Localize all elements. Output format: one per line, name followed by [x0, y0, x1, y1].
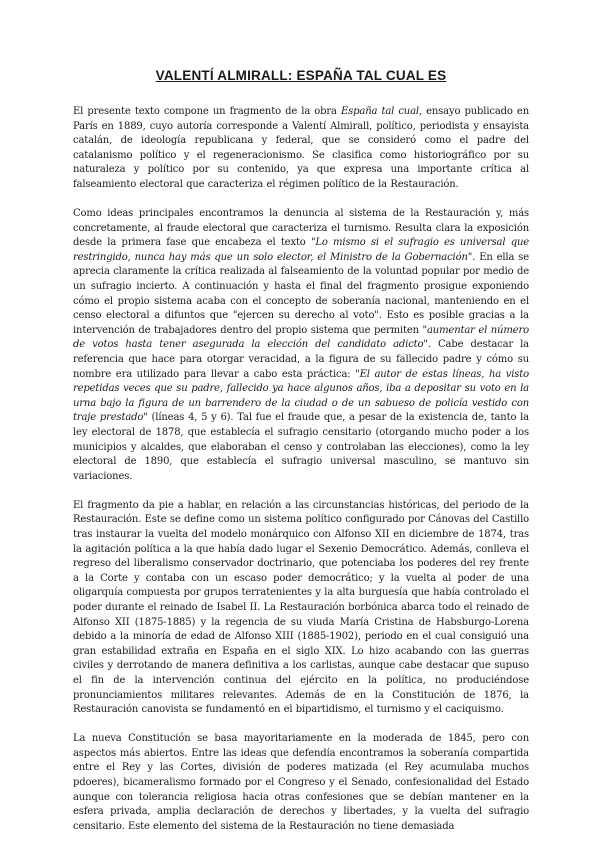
text-run: El presente texto compone un fragmento de la obra — [73, 106, 341, 117]
text-run: (líneas 4, 5 y 6). Tal fue el fraude que, a pesar de la existencia de, tanto la ley electoral de 1878, que establecía el sufragio censitario (otorgando mucho poder a los municipios y alcaldes, que elaboraban el censo y controlaban las elecciones), como la ley electoral de 1890, que establecía el sufragio universal masculino, se mantuvo sin variaciones. — [73, 412, 529, 482]
paragraph-3 — [73, 499, 529, 718]
document-title: VALENTÍ ALMIRALL: ESPAÑA TAL CUAL ES — [155, 68, 447, 83]
paragraph-4 — [73, 732, 529, 834]
quoted-text: "Lo mismo si el sufragio es universal que restringido, nunca hay más que un solo elector, el Ministro de la Gobernación" — [73, 237, 530, 263]
document-page — [73, 68, 529, 834]
text-run: . Cabe destacar la referencia que hace para otorgar veracidad, a la figura de su fallecido padre y cómo su nombre era utilizado para llevar a cabo esta práctica: — [73, 339, 529, 380]
text-run: El fragmento da pie a hablar, en relación a las circunstancias históricas, del periodo de la Restauración. Este se define como un sistema político configurado por Cánovas del Castillo tras instaurar la vuelta del modelo monárquico con Alfonso XII en diciembre de 1874, tras la agitación política a la que había dado lugar el Sexenio Democrático. Además, conlleva el regreso del liberalismo conservador doctrinario, que potenciaba los poderes del rey frente a la Corte y contaba con un escaso poder democrático; y la vuelta al poder de una oligarquía compuesta por grupos terratenientes y la alta burguesía que había controlado el poder durante el reinado de Isabel II. La Restauración borbónica abarca todo el reinado de Alfonso XII (1875-1885) y la regencia de su viuda María Cristina de Habsburgo-Lorena debido a la minoría de edad de Alfonso XIII (1885-1902), periodo en el cual consiguió una gran estabilidad extraña en España en el siglo XIX. Lo hizo acabando con las guerras civiles y derrotando de manera definitiva a los carlistas, aunque cabe destacar que supuso el fin de la intervención continua del ejército en la política, no produciéndose pronunciamientos militares relevantes. Además de en la Constitución de 1876, la Restauración canovista se fundamentó en el bipartidismo, el turnismo y el caciquismo. — [73, 499, 529, 716]
text-run: La nueva Constitución se basa mayoritariamente en la moderada de 1845, pero con aspectos más abiertos. Entre las ideas que defendía encontramos la soberanía compartida entre el Rey y las Cortes, división de poderes matizada (el Rey acumulaba muchos pdoeres), bicameralismo formado por el Congreso y el Senado, confesionalidad del Estado aunque con tolerancia religiosa hacia otras confesiones que se debían mantener en la esfera privada, amplia declaración de derechos y libertades, y la vuelta del sufragio censitario. Este elemento del sistema de la Restauración no tiene demasiada — [73, 733, 529, 832]
text-run: . En ella se aprecia claramente la crítica realizada al falseamiento de la voluntad popular por medio de un sufragio incierto. A continuación y hasta el final del fragmento prosigue exponiendo cómo el propio sistema acaba con el concepto de soberanía nacional, manteniendo en el censo electoral a difuntos que "ejercen su derecho al voto". Esto es posible gracias a la intervención de trabajadores dentro del propio sistema que permiten — [73, 251, 529, 336]
paragraph-1 — [73, 105, 529, 193]
quoted-text: "El autor de estas líneas, ha visto repetidas veces que su padre, fallecido ya hace algunos años, iba a depositar su voto en la urna bajo la figura de un barrendero de la ciudad o de un sabueso de policía vestido con traje prestado" — [73, 368, 529, 424]
text-run: Como ideas principales encontramos la denuncia al sistema de la Restauración y, más concretamente, al fraude electoral que caracteriza el turnismo. Resulta clara la exposición desde la primera fase que encabeza el texto — [73, 208, 529, 249]
paragraph-2 — [73, 207, 529, 484]
text-run: , ensayo publicado en París en 1889, cuyo autoría corresponde a Valentí Almirall, político, periodista y ensayista catalán, de ideología republicana y federal, que se consideró como el padre del catalanismo político y el regeneracionismo. Se clasifica como historiográfico por su naturaleza y político por su contenido, ya que expresa una importante crítica al falseamiento electoral que caracteriza el régimen político de la Restauración. — [73, 106, 529, 190]
quoted-text: "aumentar el número de votos hasta tener asegurada la elección del candidato adicto" — [73, 324, 529, 351]
quoted-text: España tal cual — [341, 106, 419, 117]
document-body — [73, 105, 529, 834]
